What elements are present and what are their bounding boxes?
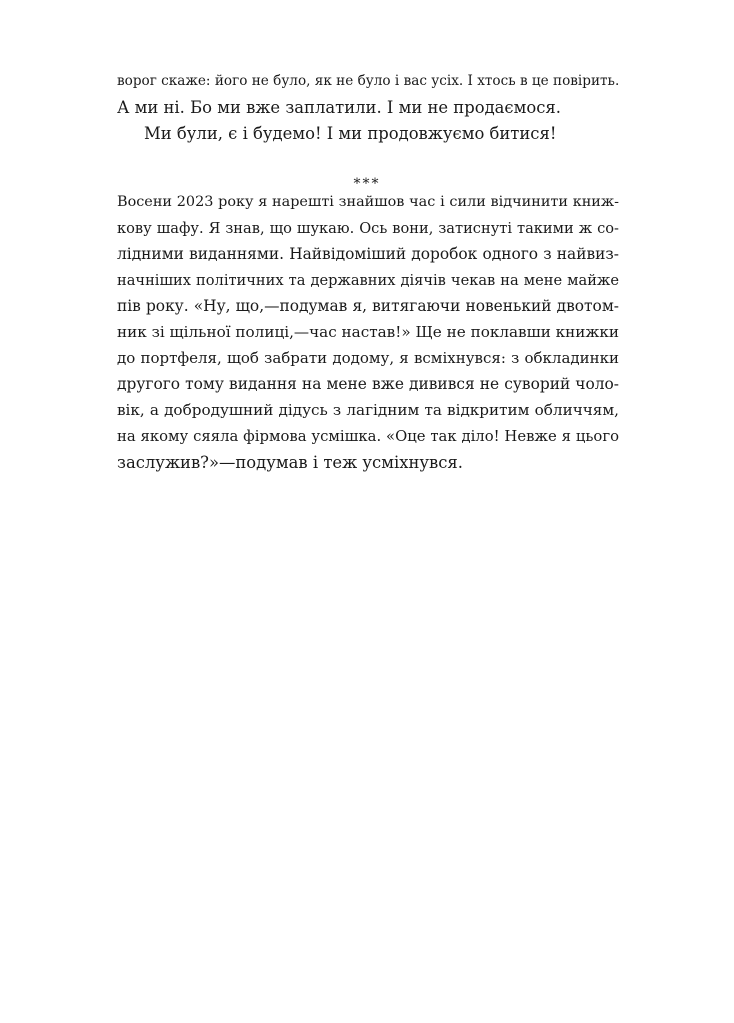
text-line: лідними виданнями. Найвідоміший доробок одного з найвиз- — [117, 245, 619, 263]
text-line: ник зі щільної полиці,—час настав!» Ще не поклавши книжки — [117, 323, 619, 341]
section-separator: *** — [353, 176, 381, 192]
text-line: другого тому видання на мене вже дивився не суворий чоло- — [117, 375, 619, 393]
text-line: пів року. «Ну, що,—подумав я, витягаючи новенький двотом- — [117, 297, 619, 315]
text-line: кову шафу. Я знав, що шукаю. Ось вони, затиснуті такими ж со- — [117, 220, 619, 237]
text-line: ворог скаже: його не було, як не було і вас усіх. І хтось в це повірить. — [117, 73, 620, 89]
closing-line: Ми були, є і будемо! І ми продовжуємо битися! — [144, 124, 557, 143]
text-line: Восени 2023 року я нарешті знайшов час і сили відчинити книж- — [117, 194, 619, 210]
text-line: до портфеля, щоб забрати додому, я всміхнувся: з обкладинки — [117, 349, 619, 367]
text-line: А ми ні. Бо ми вже заплатили. І ми не продаємося. — [117, 98, 561, 117]
text-line: начніших політичних та державних діячів чекав на мене майже — [117, 272, 619, 289]
text-line: заслужив?»—подумав і теж усміхнувся. — [117, 453, 463, 472]
text-line: вік, а добродушний дідусь з лагідним та відкритим обличчям, — [117, 401, 619, 419]
text-line: на якому сяяла фірмова усмішка. «Оце так діло! Невже я цього — [117, 428, 619, 445]
